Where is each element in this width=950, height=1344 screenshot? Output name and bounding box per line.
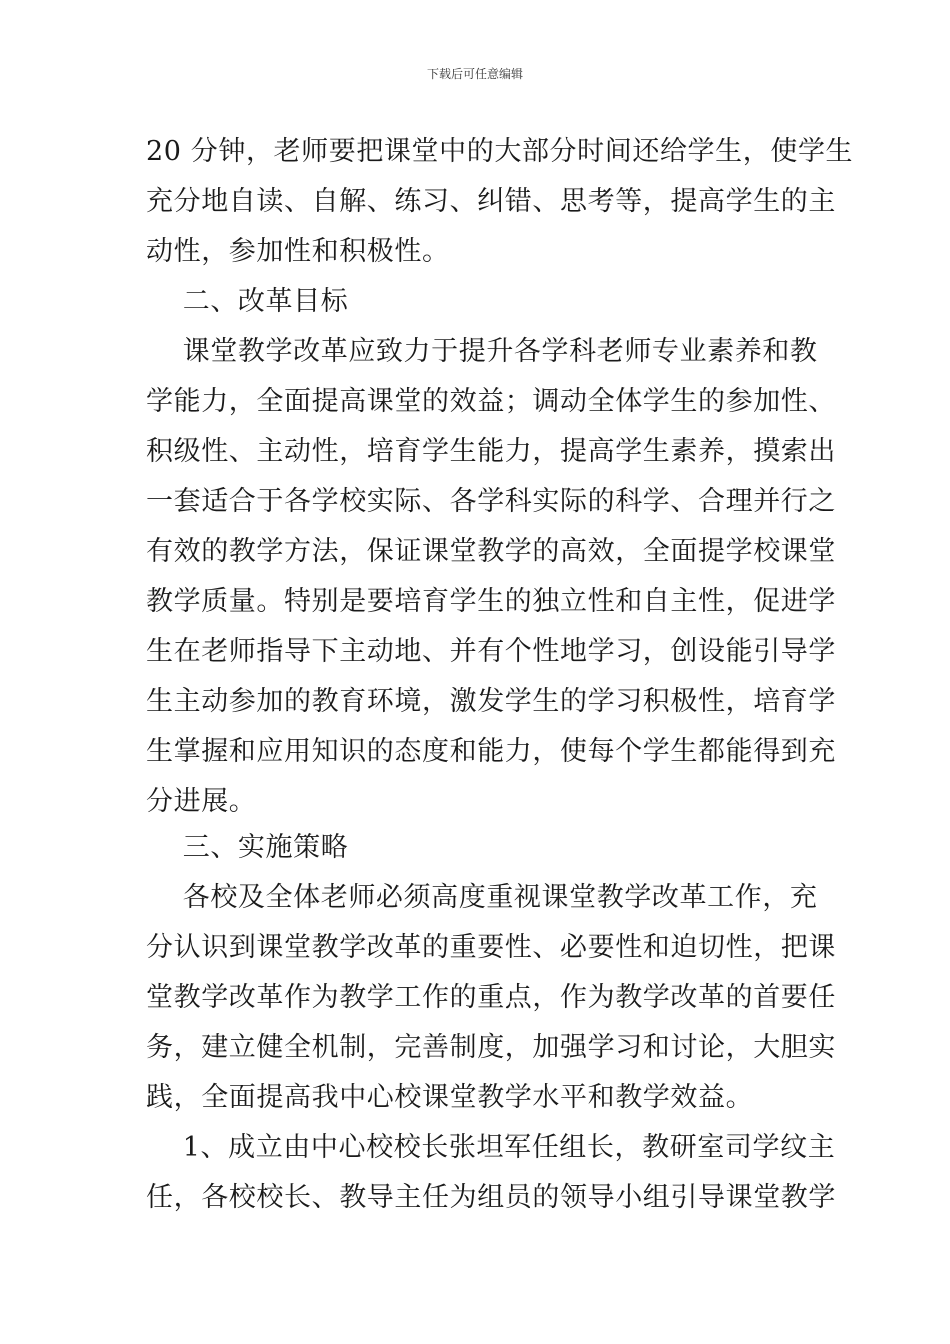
text-line: 充分地自读、自解、练习、纠错、思考等，提高学生的主 (146, 186, 836, 217)
text-line: 各校及全体老师必须高度重视课堂教学改革工作，充 (146, 882, 818, 913)
text-line: 动性，参加性和积极性。 (146, 236, 450, 267)
text-line: 生在老师指导下主动地、并有个性地学习，创设能引导学 (146, 636, 836, 667)
text-line: 任，各校校长、教导主任为组员的领导小组引导课堂教学 (146, 1182, 836, 1213)
text-line: 践，全面提高我中心校课堂教学水平和教学效益。 (146, 1082, 754, 1113)
text-line: 务，建立健全机制，完善制度，加强学习和讨论，大胆实 (146, 1032, 836, 1063)
text-line: 课堂教学改革应致力于提升各学科老师专业素养和教 (146, 336, 818, 367)
text-line: 积级性、主动性，培育学生能力，提高学生素养，摸索出 (146, 436, 836, 467)
section-heading: 二、改革目标 (146, 286, 349, 317)
page-header: 下载后可任意编辑 (426, 67, 523, 81)
text-line: 教学质量。特别是要培育学生的独立性和自主性，促进学 (146, 586, 836, 617)
text-line: 有效的教学方法，保证课堂教学的高效，全面提学校课堂 (146, 536, 836, 567)
text-line: 分进展。 (146, 786, 257, 817)
text-line: 生主动参加的教育环境，激发学生的学习积极性，培育学 (146, 686, 836, 717)
text-line: 20 分钟，老师要把课堂中的大部分时间还给学生，使学生 (146, 136, 854, 167)
text-line: 一套适合于各学校实际、各学科实际的科学、合理并行之 (146, 486, 836, 517)
section-heading: 三、实施策略 (146, 832, 349, 863)
text-line: 1、成立由中心校校长张坦军任组长，教研室司学纹主 (146, 1132, 836, 1163)
text-line: 生掌握和应用知识的态度和能力，使每个学生都能得到充 (146, 736, 836, 767)
text-line: 学能力，全面提高课堂的效益；调动全体学生的参加性、 (146, 386, 836, 417)
text-line: 分认识到课堂教学改革的重要性、必要性和迫切性，把课 (146, 932, 836, 963)
text-line: 堂教学改革作为教学工作的重点，作为教学改革的首要任 (146, 982, 836, 1013)
